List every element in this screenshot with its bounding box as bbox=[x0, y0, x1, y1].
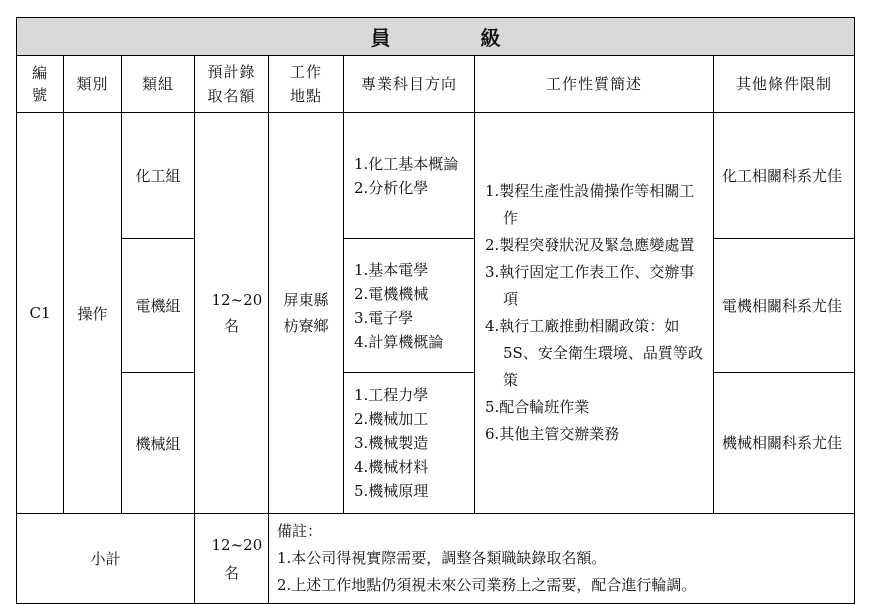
list-item: 4.計算機概論 bbox=[354, 332, 444, 351]
condition-cell: 化工相關科系尤佳 bbox=[714, 113, 855, 239]
subjects-cell bbox=[344, 113, 475, 239]
subtotal-quota: 12~20名 bbox=[195, 514, 269, 604]
subjects-list bbox=[344, 258, 474, 354]
row-location: 屏東縣枋寮鄉 bbox=[269, 113, 344, 514]
header-subjects: 專業科目方向 bbox=[344, 56, 475, 113]
header-description: 工作性質簡述 bbox=[475, 56, 714, 113]
list-item: 1.化工基本概論 bbox=[354, 154, 459, 173]
recruitment-table-container bbox=[16, 17, 855, 604]
row-category: 操作 bbox=[64, 113, 122, 514]
list-item: 1.製程生產性設備操作等相關工作 bbox=[485, 182, 695, 227]
table-row bbox=[17, 239, 855, 373]
subjects-cell bbox=[344, 373, 475, 514]
list-item: 2.製程突發狀況及緊急應變處置 bbox=[485, 236, 695, 254]
subtotal-label: 小計 bbox=[17, 514, 195, 604]
list-item: 5.配合輪班作業 bbox=[485, 398, 590, 416]
list-item: 1.基本電學 bbox=[354, 260, 429, 279]
list-item: 3.機械製造 bbox=[354, 434, 429, 452]
header-group: 類組 bbox=[122, 56, 195, 113]
condition-cell: 電機相關科系尤佳 bbox=[714, 239, 855, 373]
list-item: 6.其他主管交辦業務 bbox=[485, 425, 620, 443]
subtotal-row bbox=[17, 514, 855, 604]
notes-cell bbox=[269, 514, 855, 604]
list-item: 2.分析化學 bbox=[354, 178, 429, 197]
note-item: 2.上述工作地點仍須視未來公司業務上之需要，配合進行輪調。 bbox=[277, 576, 697, 594]
header-no: 編號 bbox=[17, 56, 64, 113]
condition-cell: 機械相關科系尤佳 bbox=[714, 373, 855, 514]
list-item: 5.機械原理 bbox=[354, 482, 429, 500]
row-no: C1 bbox=[17, 113, 64, 514]
subjects-list bbox=[344, 152, 474, 200]
recruitment-table bbox=[16, 17, 855, 604]
header-quota: 預計錄取名額 bbox=[195, 56, 269, 113]
list-item: 2.機械加工 bbox=[354, 410, 429, 428]
title-row bbox=[17, 18, 855, 56]
header-category: 類別 bbox=[64, 56, 122, 113]
list-item: 4.機械材料 bbox=[354, 458, 429, 476]
header-row bbox=[17, 56, 855, 113]
list-item: 3.執行固定工作表工作、交辦事項 bbox=[485, 263, 695, 308]
subjects-list bbox=[344, 383, 474, 503]
list-item: 1.工程力學 bbox=[354, 386, 429, 404]
group-name: 化工組 bbox=[122, 113, 195, 239]
table-row bbox=[17, 113, 855, 239]
description-cell bbox=[475, 113, 714, 514]
description-list bbox=[475, 178, 713, 448]
group-name: 機械組 bbox=[122, 373, 195, 514]
table-row bbox=[17, 373, 855, 514]
list-item: 2.電機機械 bbox=[354, 284, 429, 303]
row-quota: 12~20名 bbox=[195, 113, 269, 514]
subjects-cell bbox=[344, 239, 475, 373]
list-item: 4.執行工廠推動相關政策：如5S、安全衛生環境、品質等政策 bbox=[485, 317, 703, 389]
group-name: 電機組 bbox=[122, 239, 195, 373]
notes-title: 備註： bbox=[277, 522, 323, 540]
note-item: 1.本公司得視實際需要，調整各類職缺錄取名額。 bbox=[277, 549, 607, 567]
header-conditions: 其他條件限制 bbox=[714, 56, 855, 113]
list-item: 3.電子學 bbox=[354, 308, 414, 327]
header-location: 工作地點 bbox=[269, 56, 344, 113]
table-title: 員級 bbox=[17, 18, 855, 56]
